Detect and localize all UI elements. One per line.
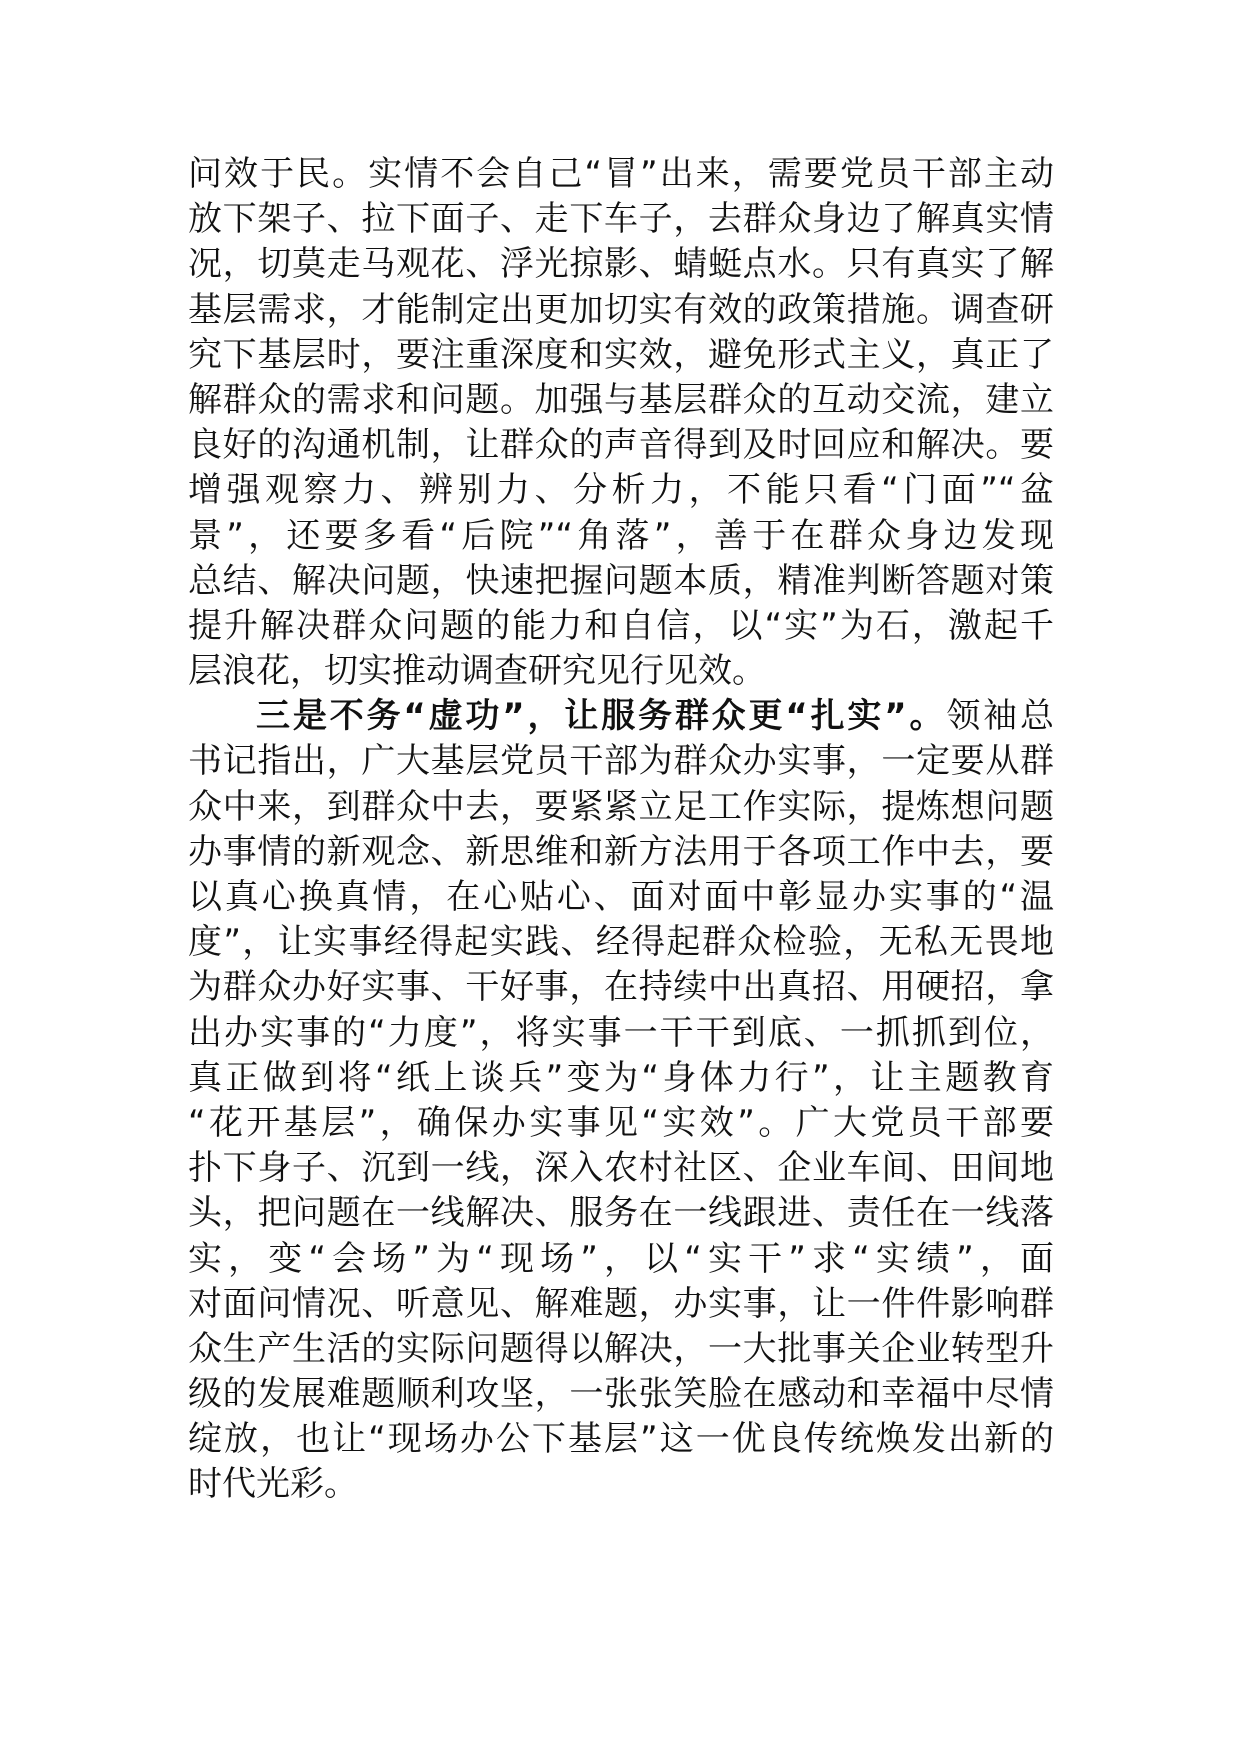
text-line: 提升解决群众问题的能力和自信，以“实”为石，激起千: [188, 605, 1054, 646]
text-line: 增强观察力、辨别力、分析力，不能只看“门面”“盆: [188, 470, 1054, 511]
paragraph-first-line: [188, 694, 1054, 739]
text-line: 头，把问题在一线解决、服务在一线跟进、责任在一线落: [188, 1193, 1054, 1234]
text-line: 解群众的需求和问题。加强与基层群众的互动交流，建立: [188, 379, 1054, 420]
text-line: 众生产生活的实际问题得以解决，一大批事关企业转型升: [188, 1328, 1054, 1369]
text-line: “花开基层”，确保办实事见“实效”。广大党员干部要: [188, 1102, 1054, 1143]
text-line: 问效于民。实情不会自己“冒”出来，需要党员干部主动: [188, 154, 1054, 194]
section-heading: 三是不务“虚功”，让服务群众更“扎实”。: [256, 696, 947, 737]
text-line: 实，变“会场”为“现场”，以“实干”求“实绩”，面: [188, 1238, 1054, 1279]
paragraph-1: [188, 152, 1054, 694]
text-line: 级的发展难题顺利攻坚，一张张笑脸在感动和幸福中尽情: [188, 1374, 1054, 1415]
text-run: 领袖总: [946, 696, 1055, 737]
paragraph-2: [188, 694, 1054, 1507]
text-line: 究下基层时，要注重深度和实效，避免形式主义，真正了: [188, 334, 1054, 375]
text-line: 良好的沟通机制，让群众的声音得到及时回应和解决。要: [188, 425, 1054, 466]
text-line: 绽放，也让“现场办公下基层”这一优良传统焕发出新的: [188, 1419, 1054, 1460]
text-line: 扑下身子、沉到一线，深入农村社区、企业车间、田间地: [188, 1148, 1054, 1189]
text-line: 对面问情况、听意见、解难题，办实事，让一件件影响群: [188, 1283, 1054, 1324]
text-line: 景”，还要多看“后院”“角落”，善于在群众身边发现: [188, 515, 1054, 556]
text-line: 以真心换真情，在心贴心、面对面中彰显办实事的“温: [188, 877, 1054, 917]
text-line: 总结、解决问题，快速把握问题本质，精准判断答题对策: [188, 560, 1054, 601]
text-line: 基层需求，才能制定出更加切实有效的政策措施。调查研: [188, 289, 1054, 330]
text-line: 真正做到将“纸上谈兵”变为“身体力行”，让主题教育: [188, 1057, 1054, 1098]
text-line: 况，切莫走马观花、浮光掠影、蜻蜓点水。只有真实了解: [188, 244, 1054, 285]
text-line: 放下架子、拉下面子、走下车子，去群众身边了解真实情: [188, 199, 1054, 240]
document-body: [188, 152, 1054, 1508]
text-line: 出办实事的“力度”，将实事一干干到底、一抓抓到位，: [188, 1012, 1054, 1053]
text-line: 为群众办好实事、干好事，在持续中出真招、用硬招，拿: [188, 967, 1054, 1008]
text-line: 众中来，到群众中去，要紧紧立足工作实际，提炼想问题: [188, 786, 1054, 827]
text-line: 层浪花，切实推动调查研究见行见效。: [188, 651, 766, 692]
text-line: 度”，让实事经得起实践、经得起群众检验，无私无畏地: [188, 922, 1054, 963]
text-line: 时代光彩。: [188, 1464, 358, 1505]
text-line: 书记指出，广大基层党员干部为群众办实事，一定要从群: [188, 741, 1054, 782]
text-line: 办事情的新观念、新思维和新方法用于各项工作中去，要: [188, 831, 1054, 872]
